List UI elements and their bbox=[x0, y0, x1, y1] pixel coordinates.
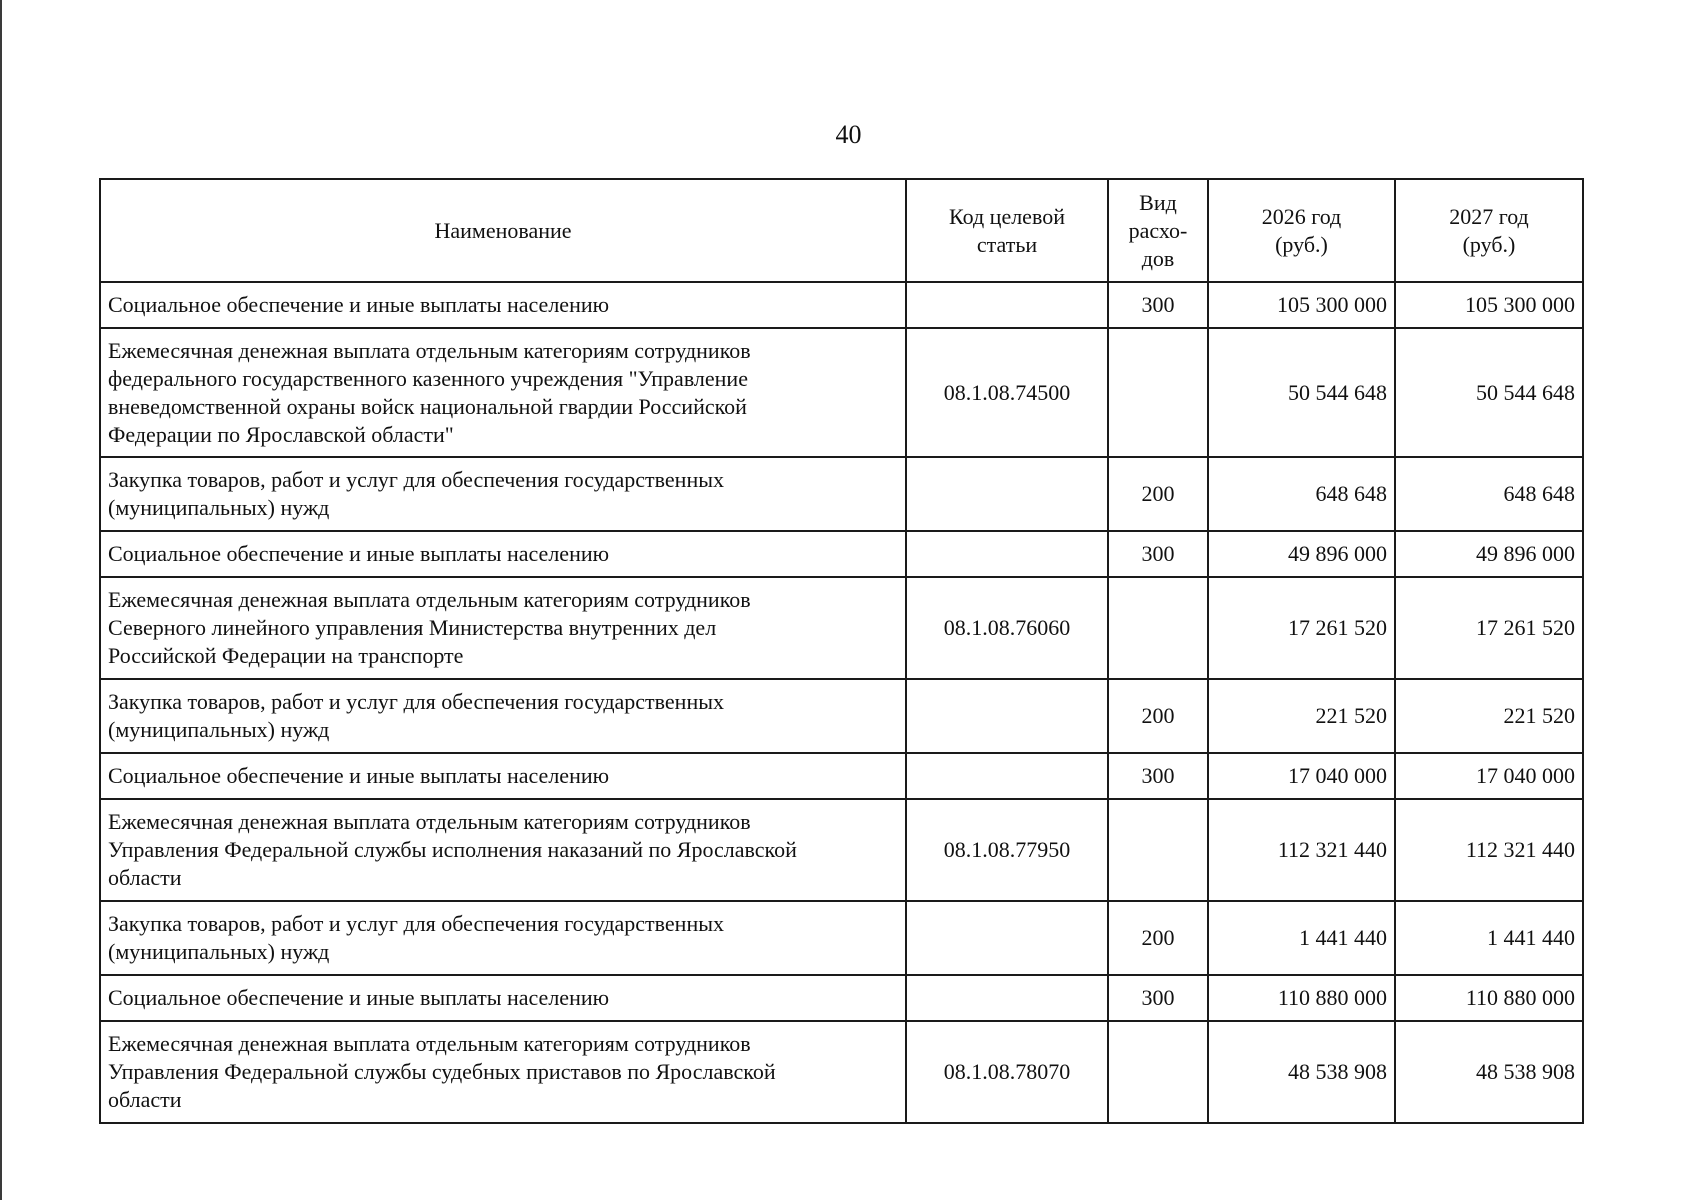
cell-code bbox=[906, 901, 1108, 975]
cell-2026: 648 648 bbox=[1208, 457, 1395, 531]
cell-2026: 105 300 000 bbox=[1208, 282, 1395, 328]
cell-type: 200 bbox=[1108, 457, 1208, 531]
cell-name: Ежемесячная денежная выплата отдельным категориям сотрудников федерального государственного казенного учреждения "Управление вневедомственной охраны войск национальной гвардии Российской Федерации по Ярославской области" bbox=[100, 328, 906, 457]
cell-type bbox=[1108, 799, 1208, 901]
cell-type: 300 bbox=[1108, 753, 1208, 799]
cell-type: 200 bbox=[1108, 679, 1208, 753]
page-number: 40 bbox=[835, 120, 862, 149]
cell-2027: 17 261 520 bbox=[1395, 577, 1583, 679]
cell-code bbox=[906, 679, 1108, 753]
header-type: Вид расхо- дов bbox=[1108, 179, 1208, 282]
cell-name: Ежемесячная денежная выплата отдельным категориям сотрудников Управления Федеральной службы исполнения наказаний по Ярославской области bbox=[100, 799, 906, 901]
table-row bbox=[100, 679, 1583, 753]
cell-2026: 221 520 bbox=[1208, 679, 1395, 753]
cell-type: 200 bbox=[1108, 901, 1208, 975]
cell-2027: 112 321 440 bbox=[1395, 799, 1583, 901]
cell-code bbox=[906, 753, 1108, 799]
cell-2027: 49 896 000 bbox=[1395, 531, 1583, 577]
table-row bbox=[100, 1021, 1583, 1123]
cell-code bbox=[906, 975, 1108, 1021]
cell-2026: 110 880 000 bbox=[1208, 975, 1395, 1021]
cell-name: Социальное обеспечение и иные выплаты населению bbox=[100, 975, 906, 1021]
cell-2027: 110 880 000 bbox=[1395, 975, 1583, 1021]
table-row bbox=[100, 328, 1583, 457]
cell-2027: 648 648 bbox=[1395, 457, 1583, 531]
cell-code: 08.1.08.76060 bbox=[906, 577, 1108, 679]
table-row bbox=[100, 282, 1583, 328]
header-2027: 2027 год (руб.) bbox=[1395, 179, 1583, 282]
scan-edge bbox=[0, 0, 2, 1200]
cell-2026: 1 441 440 bbox=[1208, 901, 1395, 975]
cell-type: 300 bbox=[1108, 975, 1208, 1021]
cell-2026: 50 544 648 bbox=[1208, 328, 1395, 457]
cell-name: Социальное обеспечение и иные выплаты населению bbox=[100, 531, 906, 577]
cell-2027: 221 520 bbox=[1395, 679, 1583, 753]
cell-code bbox=[906, 282, 1108, 328]
cell-type: 300 bbox=[1108, 531, 1208, 577]
table-row bbox=[100, 901, 1583, 975]
cell-2027: 105 300 000 bbox=[1395, 282, 1583, 328]
cell-2026: 48 538 908 bbox=[1208, 1021, 1395, 1123]
cell-name: Закупка товаров, работ и услуг для обеспечения государственных (муниципальных) нужд bbox=[100, 457, 906, 531]
table-header-row bbox=[100, 179, 1583, 282]
cell-name: Закупка товаров, работ и услуг для обеспечения государственных (муниципальных) нужд bbox=[100, 901, 906, 975]
cell-code bbox=[906, 457, 1108, 531]
cell-name: Ежемесячная денежная выплата отдельным категориям сотрудников Управления Федеральной службы судебных приставов по Ярославской области bbox=[100, 1021, 906, 1123]
table-row bbox=[100, 975, 1583, 1021]
cell-name: Социальное обеспечение и иные выплаты населению bbox=[100, 753, 906, 799]
cell-2026: 112 321 440 bbox=[1208, 799, 1395, 901]
cell-2027: 50 544 648 bbox=[1395, 328, 1583, 457]
cell-2026: 49 896 000 bbox=[1208, 531, 1395, 577]
cell-type: 300 bbox=[1108, 282, 1208, 328]
table-row bbox=[100, 799, 1583, 901]
cell-name: Ежемесячная денежная выплата отдельным категориям сотрудников Северного линейного управления Министерства внутренних дел Российской Федерации на транспорте bbox=[100, 577, 906, 679]
cell-2027: 1 441 440 bbox=[1395, 901, 1583, 975]
cell-name: Закупка товаров, работ и услуг для обеспечения государственных (муниципальных) нужд bbox=[100, 679, 906, 753]
cell-code: 08.1.08.78070 bbox=[906, 1021, 1108, 1123]
cell-2027: 17 040 000 bbox=[1395, 753, 1583, 799]
cell-type bbox=[1108, 328, 1208, 457]
cell-2027: 48 538 908 bbox=[1395, 1021, 1583, 1123]
cell-type bbox=[1108, 577, 1208, 679]
table-row bbox=[100, 753, 1583, 799]
header-2026: 2026 год (руб.) bbox=[1208, 179, 1395, 282]
budget-table bbox=[99, 178, 1584, 1124]
cell-code: 08.1.08.77950 bbox=[906, 799, 1108, 901]
table-row bbox=[100, 457, 1583, 531]
cell-type bbox=[1108, 1021, 1208, 1123]
header-name: Наименование bbox=[100, 179, 906, 282]
cell-name: Социальное обеспечение и иные выплаты населению bbox=[100, 282, 906, 328]
table-row bbox=[100, 531, 1583, 577]
header-code: Код целевой статьи bbox=[906, 179, 1108, 282]
cell-2026: 17 261 520 bbox=[1208, 577, 1395, 679]
cell-2026: 17 040 000 bbox=[1208, 753, 1395, 799]
cell-code: 08.1.08.74500 bbox=[906, 328, 1108, 457]
table-row bbox=[100, 577, 1583, 679]
cell-code bbox=[906, 531, 1108, 577]
